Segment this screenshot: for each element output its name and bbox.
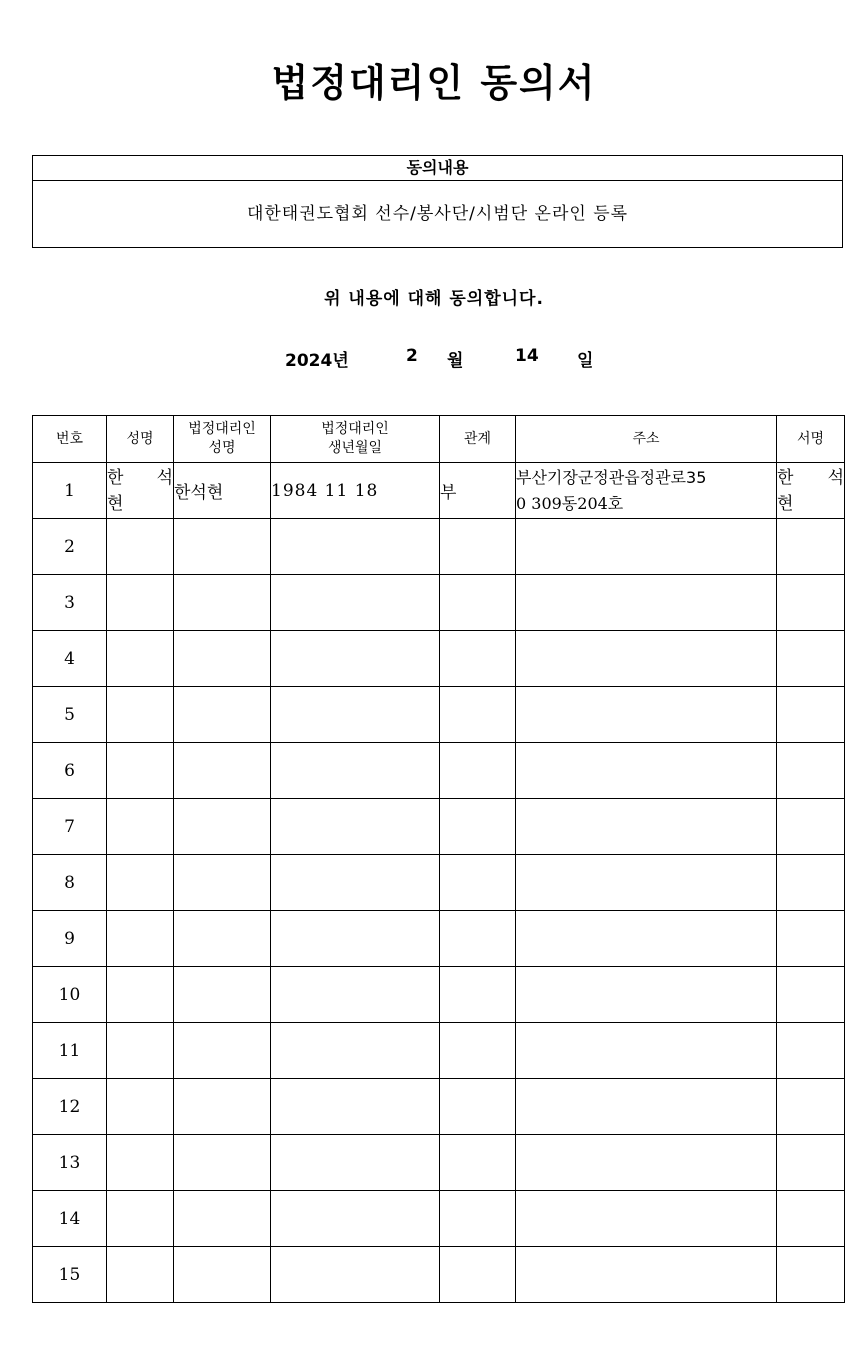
agreement-statement: 위 내용에 대해 동의합니다. <box>324 289 544 309</box>
row-number: 5 <box>33 687 107 743</box>
row-address[interactable] <box>516 1247 777 1303</box>
row-relation[interactable] <box>440 911 516 967</box>
row-guardian-name[interactable] <box>174 1247 271 1303</box>
row-number: 1 <box>33 463 107 519</box>
header-name: 성명 <box>107 416 174 463</box>
date-day-label: 일 <box>577 351 594 371</box>
row-number: 3 <box>33 575 107 631</box>
row-relation[interactable] <box>440 799 516 855</box>
row-name[interactable] <box>107 743 174 799</box>
row-relation[interactable] <box>440 575 516 631</box>
row-name[interactable] <box>107 799 174 855</box>
row-guardian-birth[interactable] <box>271 1135 440 1191</box>
row-signature[interactable] <box>777 967 845 1023</box>
table-row <box>33 1023 845 1079</box>
row-relation[interactable] <box>440 631 516 687</box>
row-guardian-birth[interactable] <box>271 575 440 631</box>
header-signature: 서명 <box>777 416 845 463</box>
row-number: 9 <box>33 911 107 967</box>
table-row <box>33 631 845 687</box>
row-address[interactable] <box>516 463 777 519</box>
table-row <box>33 1247 845 1303</box>
row-address[interactable] <box>516 967 777 1023</box>
row-number: 10 <box>33 967 107 1023</box>
row-guardian-birth[interactable] <box>271 967 440 1023</box>
row-guardian-name[interactable] <box>174 687 271 743</box>
row-relation[interactable] <box>440 687 516 743</box>
row-number: 12 <box>33 1079 107 1135</box>
row-guardian-birth[interactable] <box>271 1247 440 1303</box>
header-guardian-name-line2: 성명 <box>208 440 236 456</box>
table-row <box>33 1079 845 1135</box>
row-relation[interactable] <box>440 1079 516 1135</box>
table-row <box>33 911 845 967</box>
row-signature[interactable] <box>777 463 845 519</box>
row-signature[interactable] <box>777 575 845 631</box>
row-number: 7 <box>33 799 107 855</box>
row-name[interactable] <box>107 1079 174 1135</box>
date-month-label: 월 <box>447 351 464 371</box>
table-row <box>33 1135 845 1191</box>
header-no: 번호 <box>33 416 107 463</box>
row-address[interactable] <box>516 743 777 799</box>
row-guardian-birth[interactable]: 1984 11 18 <box>271 463 440 519</box>
row-guardian-name[interactable] <box>174 1023 271 1079</box>
row-number: 2 <box>33 519 107 575</box>
row-signature[interactable] <box>777 855 845 911</box>
row-name[interactable] <box>107 1023 174 1079</box>
row-number: 14 <box>33 1191 107 1247</box>
row-number: 15 <box>33 1247 107 1303</box>
row-guardian-birth[interactable] <box>271 687 440 743</box>
date-line <box>0 346 868 370</box>
row-name[interactable] <box>107 1247 174 1303</box>
row-guardian-birth[interactable] <box>271 855 440 911</box>
date-day: 14 <box>515 346 539 366</box>
row-relation[interactable] <box>440 1135 516 1191</box>
row-guardian-name[interactable] <box>174 743 271 799</box>
table-row <box>33 687 845 743</box>
row-name-line1: 한 석 <box>107 467 173 488</box>
row-relation[interactable] <box>440 1191 516 1247</box>
row-signature[interactable] <box>777 1079 845 1135</box>
date-year: 2024년 <box>285 351 349 371</box>
table-row <box>33 855 845 911</box>
row-signature[interactable] <box>777 1191 845 1247</box>
row-address-line1: 부산기장군정관읍정관로35 <box>516 467 707 487</box>
row-name[interactable] <box>107 519 174 575</box>
document-title: 법정대리인 동의서 <box>271 61 597 105</box>
header-guardian-birth-line1: 법정대리인 <box>321 421 389 437</box>
row-number: 13 <box>33 1135 107 1191</box>
row-guardian-name[interactable] <box>174 631 271 687</box>
consent-content-box <box>32 155 843 248</box>
row-name[interactable] <box>107 463 174 519</box>
row-guardian-name[interactable] <box>174 967 271 1023</box>
row-name[interactable] <box>107 855 174 911</box>
row-guardian-name[interactable] <box>174 1191 271 1247</box>
row-address[interactable] <box>516 1079 777 1135</box>
row-guardian-birth[interactable] <box>271 743 440 799</box>
table-row <box>33 967 845 1023</box>
row-address[interactable] <box>516 1023 777 1079</box>
row-relation[interactable]: 부 <box>440 463 516 519</box>
row-relation[interactable] <box>440 967 516 1023</box>
row-guardian-name[interactable] <box>174 799 271 855</box>
row-signature[interactable] <box>777 631 845 687</box>
row-number: 6 <box>33 743 107 799</box>
header-guardian-birth-line2: 생년월일 <box>327 440 383 456</box>
row-relation[interactable] <box>440 855 516 911</box>
row-address[interactable] <box>516 687 777 743</box>
row-number: 4 <box>33 631 107 687</box>
row-signature[interactable] <box>777 743 845 799</box>
header-address: 주소 <box>516 416 777 463</box>
row-guardian-birth[interactable] <box>271 1023 440 1079</box>
row-name-line2: 현 <box>107 493 124 514</box>
row-guardian-name[interactable] <box>174 575 271 631</box>
row-guardian-name[interactable]: 한석현 <box>174 463 271 519</box>
header-guardian-birth <box>271 416 440 463</box>
row-guardian-name[interactable] <box>174 1079 271 1135</box>
row-address[interactable] <box>516 1191 777 1247</box>
row-signature[interactable] <box>777 911 845 967</box>
row-name[interactable] <box>107 1191 174 1247</box>
consent-content: 대한태권도협회 선수/봉사단/시범단 온라인 등록 <box>246 204 629 224</box>
row-name[interactable] <box>107 967 174 1023</box>
row-signature[interactable] <box>777 799 845 855</box>
row-guardian-birth[interactable] <box>271 1079 440 1135</box>
row-signature[interactable] <box>777 1023 845 1079</box>
row-address[interactable] <box>516 575 777 631</box>
row-signature[interactable] <box>777 519 845 575</box>
row-guardian-birth[interactable] <box>271 631 440 687</box>
table-row <box>33 575 845 631</box>
table-row <box>33 743 845 799</box>
row-signature[interactable] <box>777 1247 845 1303</box>
row-name[interactable] <box>107 631 174 687</box>
row-guardian-birth[interactable] <box>271 1191 440 1247</box>
row-relation[interactable] <box>440 1023 516 1079</box>
row-number: 11 <box>33 1023 107 1079</box>
row-signature-line1: 한 석 <box>777 467 844 488</box>
row-address[interactable] <box>516 1135 777 1191</box>
header-guardian-name <box>174 416 271 463</box>
row-address[interactable] <box>516 631 777 687</box>
row-relation[interactable] <box>440 1247 516 1303</box>
row-number: 8 <box>33 855 107 911</box>
participant-table <box>32 415 845 1303</box>
row-signature[interactable] <box>777 1135 845 1191</box>
consent-header: 동의내용 <box>33 156 842 181</box>
table-row <box>33 519 845 575</box>
row-guardian-name[interactable] <box>174 519 271 575</box>
row-name[interactable] <box>107 1135 174 1191</box>
date-month: 2 <box>406 346 418 366</box>
table-row <box>33 1191 845 1247</box>
table-row <box>33 799 845 855</box>
row-address[interactable] <box>516 519 777 575</box>
row-guardian-name[interactable] <box>174 911 271 967</box>
row-guardian-birth[interactable] <box>271 519 440 575</box>
row-address[interactable] <box>516 799 777 855</box>
header-relation: 관계 <box>440 416 516 463</box>
row-name[interactable] <box>107 911 174 967</box>
header-guardian-name-line1: 법정대리인 <box>188 421 256 437</box>
table-row <box>33 463 845 519</box>
row-guardian-name[interactable] <box>174 855 271 911</box>
row-name[interactable] <box>107 575 174 631</box>
row-relation[interactable] <box>440 519 516 575</box>
row-address[interactable] <box>516 911 777 967</box>
row-guardian-name[interactable] <box>174 1135 271 1191</box>
row-signature-line2: 현 <box>777 493 794 514</box>
row-guardian-birth[interactable] <box>271 799 440 855</box>
row-name[interactable] <box>107 687 174 743</box>
row-address[interactable] <box>516 855 777 911</box>
row-signature[interactable] <box>777 687 845 743</box>
row-address-line2: 0 309동204호 <box>516 493 624 513</box>
table-header-row <box>33 416 845 463</box>
row-relation[interactable] <box>440 743 516 799</box>
row-guardian-birth[interactable] <box>271 911 440 967</box>
